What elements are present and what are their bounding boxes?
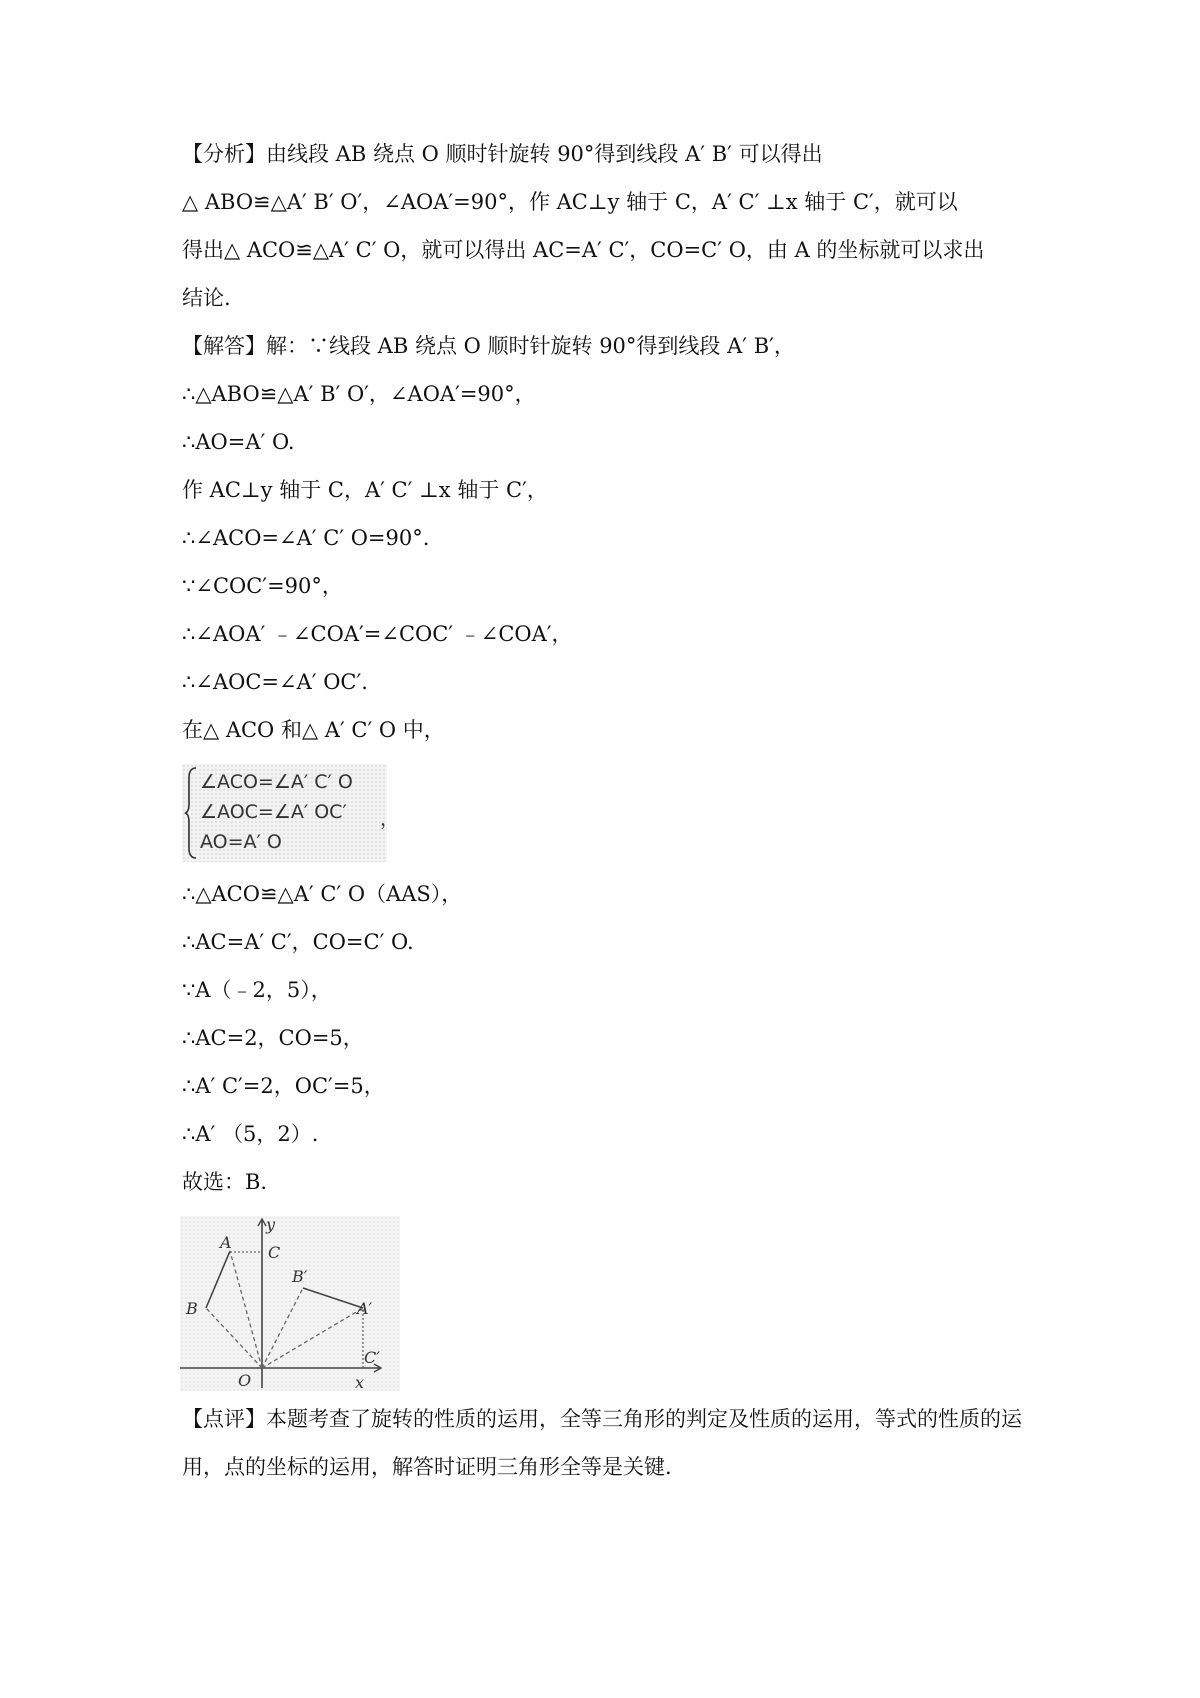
comment-section <box>182 1405 1042 1481</box>
system-row: AO=A′ O <box>200 831 282 853</box>
label-o: O <box>238 1371 252 1390</box>
solution-line: ∴∠AOC=∠A′ OC′. <box>182 670 368 694</box>
solution-line: ∴AC=2，CO=5， <box>182 1026 364 1050</box>
analysis-line: 得出△ ACO≌△A′ C′ O，就可以得出 AC=A′ C′，CO=C′ O，由 A 的坐标就可以求出 <box>182 238 985 262</box>
system-row: ∠AOC=∠A′ OC′ <box>200 801 347 823</box>
solution-line: 在△ ACO 和△ A′ C′ O 中， <box>182 718 445 742</box>
coordinate-figure <box>180 1216 400 1391</box>
solution-line: ∴∠AOA′ ﹣∠COA′=∠COC′ ﹣∠COA′， <box>182 622 573 646</box>
analysis-line: 【分析】由线段 AB 绕点 O 顺时针旋转 90°得到线段 A′ B′ 可以得出 <box>182 142 823 166</box>
solution-line: ∵∠COC′=90°， <box>182 574 343 598</box>
comment-line: 【点评】本题考查了旋转的性质的运用，全等三角形的判定及性质的运用，等式的性质的运 <box>182 1407 1022 1431</box>
label-b-prime: B′ <box>292 1267 308 1286</box>
solution-line: ∴△ACO≌△A′ C′ O（AAS）， <box>182 882 463 906</box>
figure-svg <box>180 1216 400 1391</box>
label-c: C <box>268 1243 281 1262</box>
solution-line: ∴△ABO≌△A′ B′ O′，∠AOA′=90°， <box>182 382 536 406</box>
analysis-section <box>182 140 1042 312</box>
analysis-line: △ ABO≌△A′ B′ O′，∠AOA′=90°，作 AC⊥y 轴于 C，A′ C′ ⊥x 轴于 C′，就可以 <box>182 190 958 214</box>
content <box>182 140 1042 1501</box>
solution-line: ∴AC=A′ C′，CO=C′ O. <box>182 930 414 954</box>
label-a: A <box>220 1233 232 1252</box>
system-comma: ， <box>380 808 400 830</box>
label-y: y <box>266 1216 276 1234</box>
solution-line: 故选：B. <box>182 1170 268 1194</box>
solution-line: ∵A（﹣2，5）， <box>182 978 332 1002</box>
solution-line: ∴A′ （5，2）. <box>182 1122 319 1146</box>
analysis-line: 结论. <box>182 286 231 310</box>
equation-system-image <box>182 764 400 862</box>
label-b: B <box>186 1299 198 1318</box>
solution-line: 【解答】解：∵线段 AB 绕点 O 顺时针旋转 90°得到线段 A′ B′， <box>182 334 795 358</box>
solution-line: ∴A′ C′=2，OC′=5， <box>182 1074 385 1098</box>
label-x: x <box>355 1373 365 1391</box>
system-row: ∠ACO=∠A′ C′ O <box>200 771 353 793</box>
comment-line: 用，点的坐标的运用，解答时证明三角形全等是关键. <box>182 1455 672 1479</box>
solution-section <box>182 332 1042 1196</box>
label-a-prime: A′ <box>357 1299 373 1318</box>
label-c-prime: C′ <box>364 1348 380 1367</box>
solution-line: 作 AC⊥y 轴于 C，A′ C′ ⊥x 轴于 C′， <box>182 478 548 502</box>
left-brace-icon <box>184 766 198 860</box>
solution-line: ∴∠ACO=∠A′ C′ O=90°. <box>182 526 430 550</box>
solution-line: ∴AO=A′ O. <box>182 430 295 454</box>
